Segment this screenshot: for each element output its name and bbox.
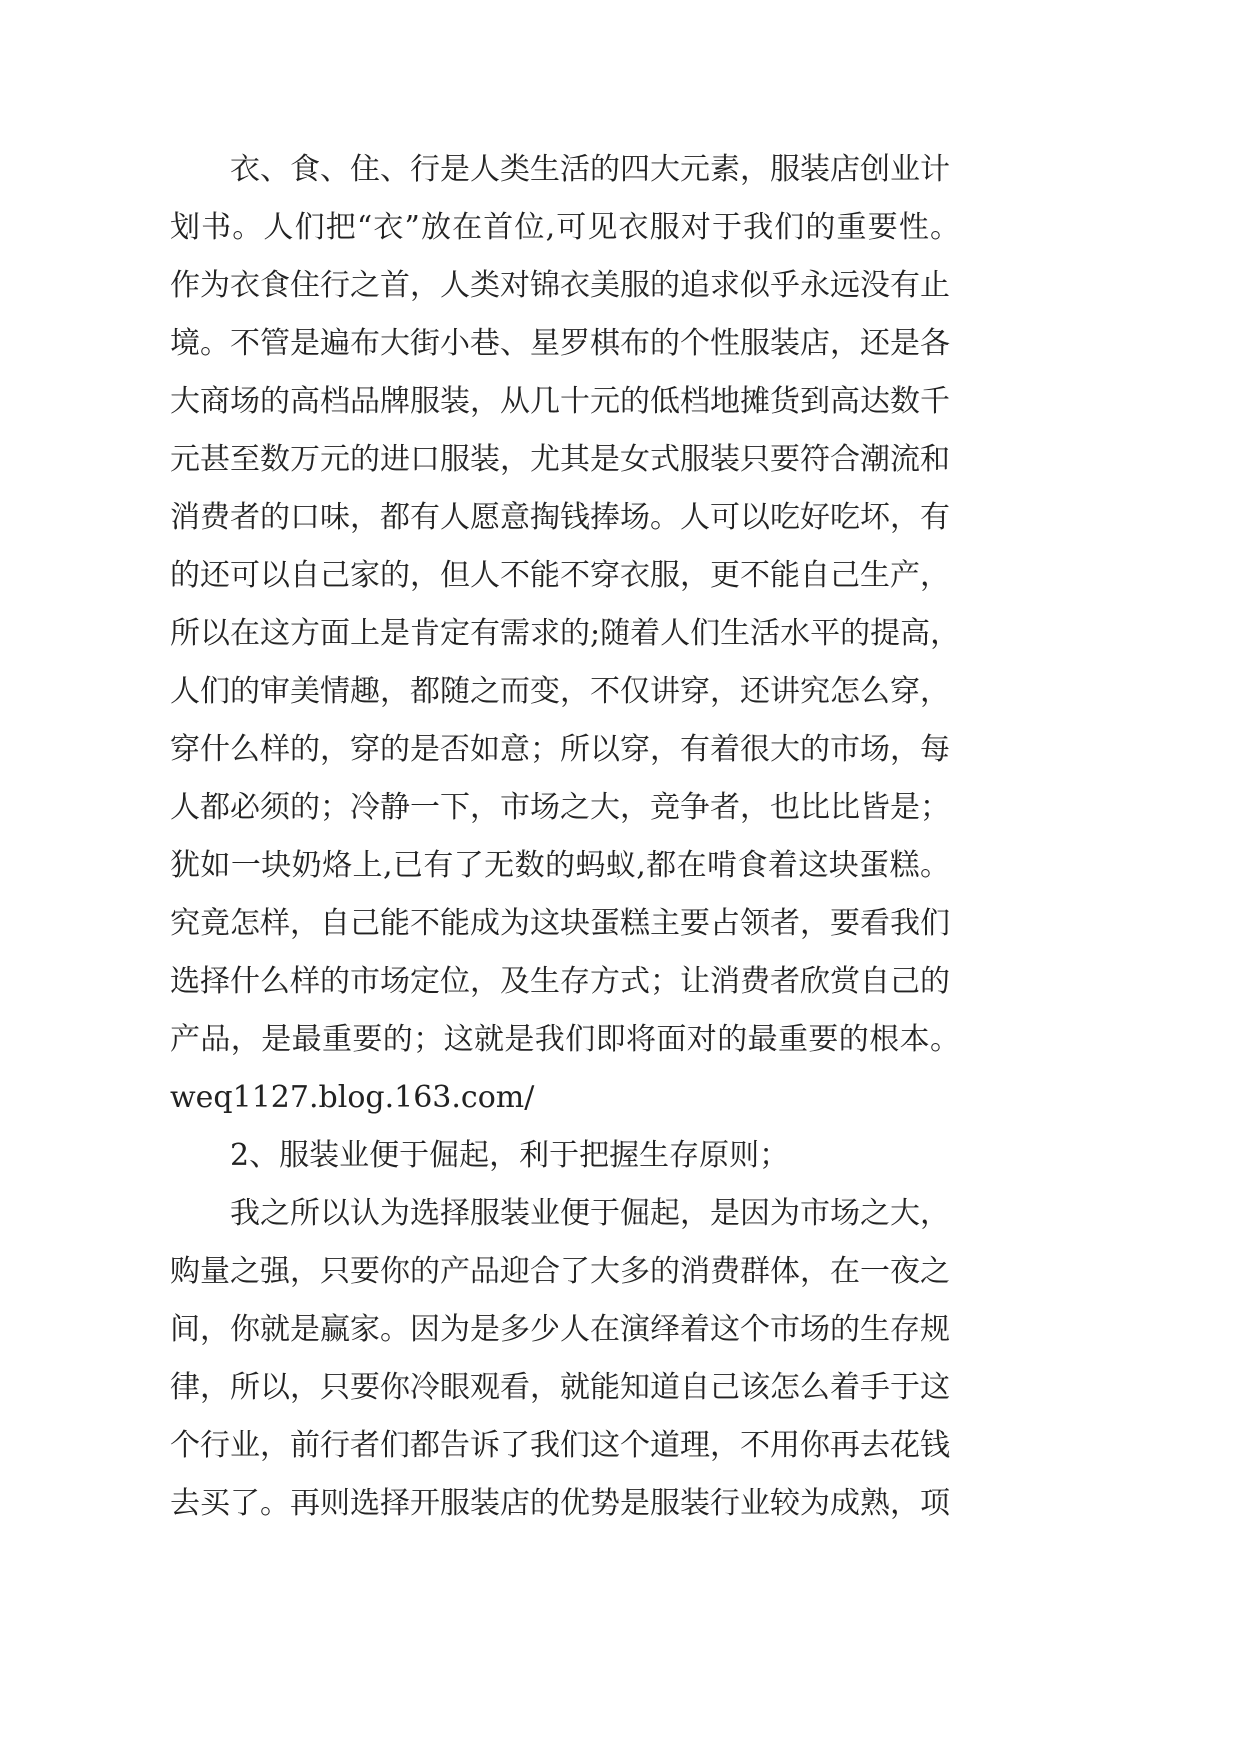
paragraph-1-line-1: 衣、食、住、行是人类生活的四大元素，服装店创业计 [230, 152, 950, 187]
paragraph-2-line-2: 购量之强，只要你的产品迎合了大多的消费群体，在一夜之 [170, 1254, 950, 1289]
paragraph-1-line-10: 人们的审美情趣，都随之而变，不仅讲穿，还讲究怎么穿， [170, 674, 950, 709]
paragraph-1-line-2: 划书。人们把“衣”放在首位,可见衣服对于我们的重要性。 [170, 210, 960, 245]
paragraph-1-line-5: 大商场的高档品牌服装，从几十元的低档地摊货到高达数千 [170, 384, 950, 419]
paragraph-1-line-16: 产品，是最重要的；这就是我们即将面对的最重要的根本。 [170, 1022, 960, 1057]
paragraph-1-line-17: weq1127.blog.163.com/ [170, 1080, 535, 1115]
section-heading-2: 2、服装业便于倔起，利于把握生存原则； [230, 1138, 790, 1173]
paragraph-1-line-3: 作为衣食住行之首，人类对锦衣美服的追求似乎永远没有止 [170, 268, 950, 303]
paragraph-1-line-8: 的还可以自己家的，但人不能不穿衣服，更不能自己生产， [170, 558, 950, 593]
paragraph-2-line-6: 去买了。再则选择开服装店的优势是服装行业较为成熟，项 [170, 1486, 950, 1521]
paragraph-1-line-4: 境。不管是遍布大街小巷、星罗棋布的个性服装店，还是各 [170, 326, 950, 361]
paragraph-2-line-3: 间，你就是赢家。因为是多少人在演绎着这个市场的生存规 [170, 1312, 950, 1347]
paragraph-1-line-12: 人都必须的；冷静一下，市场之大，竞争者，也比比皆是； [170, 790, 950, 825]
paragraph-1-line-9: 所以在这方面上是肯定有需求的;随着人们生活水平的提高， [170, 616, 961, 651]
paragraph-2-line-5: 个行业，前行者们都告诉了我们这个道理，不用你再去花钱 [170, 1428, 950, 1463]
paragraph-2-line-1: 我之所以认为选择服装业便于倔起，是因为市场之大， [230, 1196, 950, 1231]
paragraph-1-line-15: 选择什么样的市场定位，及生存方式；让消费者欣赏自己的 [170, 964, 950, 999]
paragraph-1-line-11: 穿什么样的，穿的是否如意；所以穿，有着很大的市场，每 [170, 732, 950, 767]
paragraph-1-line-6: 元甚至数万元的进口服装，尤其是女式服装只要符合潮流和 [170, 442, 950, 477]
paragraph-1-line-14: 究竟怎样，自己能不能成为这块蛋糕主要占领者，要看我们 [170, 906, 950, 941]
paragraph-1-line-13: 犹如一块奶烙上,已有了无数的蚂蚁,都在啃食着这块蛋糕。 [170, 848, 950, 883]
paragraph-1-line-7: 消费者的口味，都有人愿意掏钱捧场。人可以吃好吃坏，有 [170, 500, 950, 535]
paragraph-2-line-4: 律，所以，只要你冷眼观看，就能知道自己该怎么着手于这 [170, 1370, 950, 1405]
